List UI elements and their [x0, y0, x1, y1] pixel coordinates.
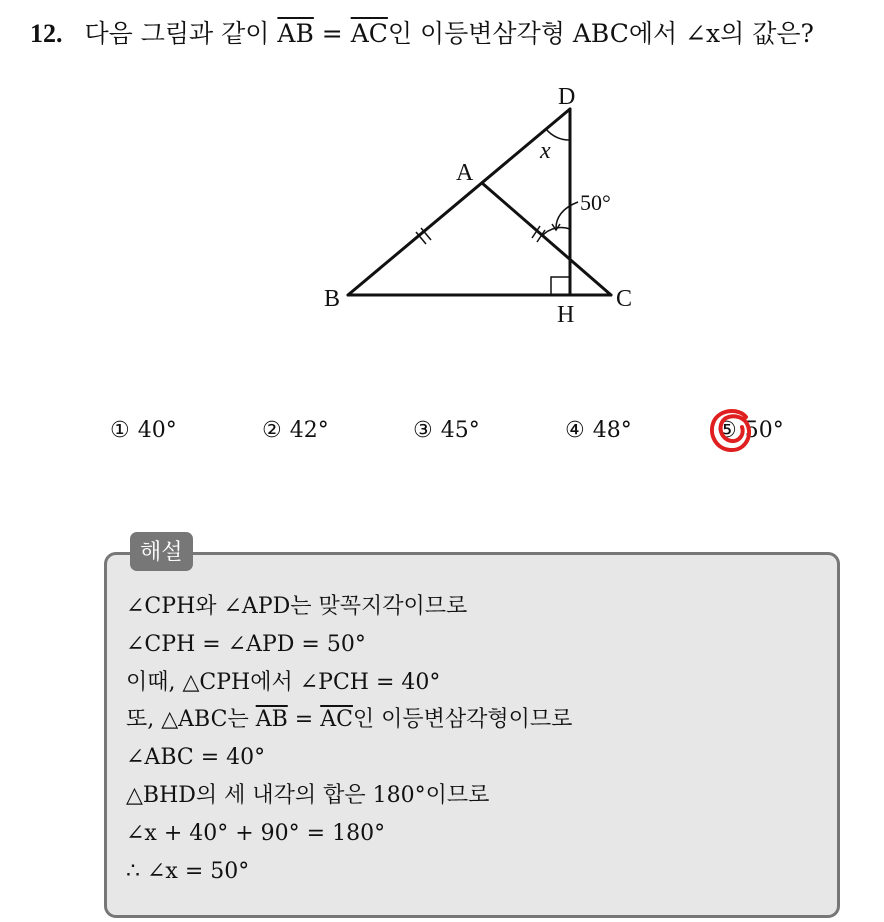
explanation-line-3: 이때, △CPH에서 ∠PCH = 40° — [126, 669, 441, 695]
answer-circle-mark — [706, 405, 756, 455]
choice-value: 48° — [592, 418, 632, 443]
choice-value: 45° — [440, 418, 480, 443]
question-part1: 다음 그림과 같이 — [84, 19, 278, 48]
line4-equals: = — [287, 707, 321, 733]
choice-marker: ① — [110, 418, 130, 443]
explanation-line-4 — [126, 701, 572, 739]
choice-1[interactable] — [110, 418, 177, 443]
choice-value: 40° — [137, 418, 177, 443]
question-part2: 인 이등변삼각형 ABC에서 ∠x의 값은? — [387, 19, 814, 48]
question-number: 12. — [30, 19, 63, 48]
line4-segment-ac: $\overline{AC}$ — [320, 707, 353, 733]
line4-pre: 또, △ABC는 — [126, 707, 256, 733]
choice-value: 50° — [744, 418, 784, 443]
choice-marker: ② — [262, 418, 282, 443]
label-h: H — [557, 302, 575, 328]
choice-4[interactable] — [565, 418, 632, 443]
explanation-line-5: ∠ABC = 40° — [126, 745, 266, 771]
question-text — [30, 14, 814, 50]
choice-2[interactable] — [262, 418, 329, 443]
choice-marker: ④ — [565, 418, 585, 443]
explanation-line-2: ∠CPH = ∠APD = 50° — [126, 631, 366, 657]
label-d: D — [558, 84, 576, 110]
choice-marker: ③ — [413, 418, 433, 443]
choice-value: 42° — [289, 418, 329, 443]
label-x: x — [540, 138, 551, 164]
explanation-line-1: ∠CPH와 ∠APD는 맞꼭지각이므로 — [126, 594, 468, 619]
segment-ac: $\overline{AC}$ — [350, 19, 388, 48]
explanation-line-7: ∠x + 40° + 90° = 180° — [126, 820, 386, 846]
explanation-line-6: △BHD의 세 내각의 합은 180°이므로 — [126, 782, 490, 808]
triangle-figure — [300, 78, 660, 338]
segment-ab: $\overline{AB}$ — [277, 19, 314, 48]
line-bd — [348, 109, 570, 295]
label-b: B — [324, 286, 341, 312]
explanation-title: 해설 — [130, 532, 193, 571]
label-a: A — [456, 160, 474, 186]
choice-marker: ⑤ — [717, 418, 737, 443]
line4-segment-ab: $\overline{AB}$ — [255, 707, 288, 733]
equals-sign: = — [313, 19, 351, 48]
explanation-text — [126, 588, 572, 890]
choice-3[interactable] — [413, 418, 480, 443]
line4-post: 인 이등변삼각형이므로 — [352, 707, 573, 733]
label-50-degrees: 50° — [580, 190, 611, 215]
label-c: C — [616, 286, 633, 312]
right-angle-mark — [551, 277, 570, 295]
explanation-line-8: ∴ ∠x = 50° — [126, 858, 250, 884]
